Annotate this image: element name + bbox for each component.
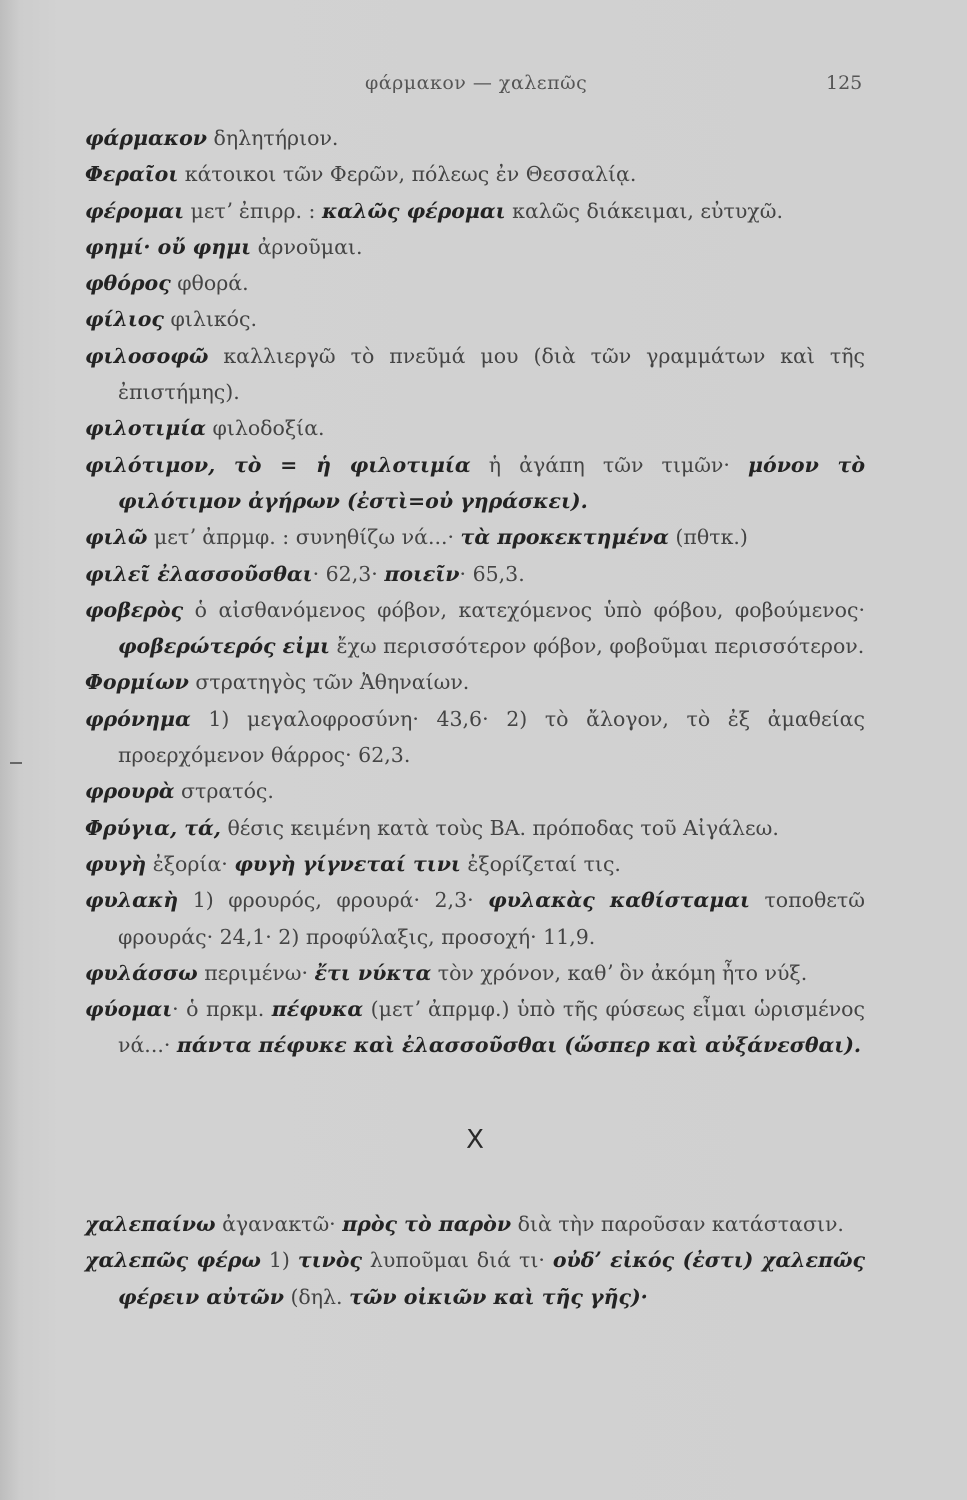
dictionary-entry	[85, 664, 865, 700]
entry-definition: μετʼ ἐπιρρ. :	[184, 198, 322, 223]
dictionary-entry	[85, 156, 865, 192]
entry-headword: φιλοτιμία	[85, 416, 206, 441]
entry-headword: φάρμακον	[85, 126, 207, 150]
dictionary-entry	[85, 882, 865, 955]
dictionary-entry	[85, 265, 865, 301]
dictionary-entry	[85, 1242, 865, 1315]
entry-headword: χαλεπῶς φέρω	[85, 1248, 261, 1273]
entry-definition: περιμένω·	[197, 960, 315, 985]
dictionary-entry	[85, 955, 865, 991]
entry-definition: ἡ ἀγάπη τῶν τιμῶν·	[470, 452, 749, 477]
dictionary-entry	[85, 338, 865, 411]
entry-definition: 1) μεγαλοφροσύνη· 43,6· 2) τὸ ἄλογον, τὸ ἐξ ἀμαθείας προερχόμενον θάρρος· 62,3.	[118, 706, 865, 768]
entry-headword: φύομαι	[85, 997, 173, 1022]
entry-definition: 1)	[260, 1248, 298, 1273]
entry-headword: φυλάσσω	[85, 960, 198, 985]
dictionary-entry	[85, 991, 865, 1064]
entry-definition: · 65,3.	[459, 561, 525, 586]
entry-headword: πάντα πέφυκε καὶ ἐλασσοῦσθαι (ὥσπερ καὶ αὐξάνεσθαι).	[176, 1033, 862, 1058]
entry-definition: ἔχω περισσότερον φόβον, φοβοῦμαι περισσότερον.	[329, 634, 865, 659]
entry-definition: ἀγανακτῶ·	[215, 1212, 343, 1237]
entry-headword: ποιεῖν	[384, 561, 460, 586]
entry-headword: πέφυκα	[271, 997, 364, 1022]
entry-definition: φιλικός.	[163, 307, 258, 332]
entry-definition: (πθτκ.)	[668, 525, 748, 550]
dictionary-entry	[85, 773, 865, 809]
dictionary-entry	[85, 120, 865, 156]
entry-headword: ἔτι νύκτα	[314, 960, 432, 985]
entry-definition: λυποῦμαι διά τι·	[361, 1248, 553, 1273]
entry-headword: φοβερὸς	[85, 597, 184, 622]
dictionary-entry	[85, 1206, 865, 1242]
entry-definition: (δηλ.	[283, 1284, 350, 1309]
entry-headword: φρόνημα	[85, 706, 191, 731]
entry-definition: (μετʼ ἀπρμφ.) ὑπὸ τῆς φύσεως εἶμαι ὡρισμένος νά...·	[118, 997, 866, 1058]
entry-headword: Φρύγια, τά,	[85, 815, 221, 840]
section-phi	[85, 120, 865, 1064]
page-number: 125	[826, 72, 863, 94]
dictionary-entry	[85, 519, 865, 555]
entry-headword: φιλότιμον, τὸ = ἡ φιλοτιμία	[85, 452, 471, 477]
entry-definition: τοποθετῶ φρουράς· 24,1· 2) προφύλαξις, προσοχή· 11,9.	[118, 888, 865, 949]
dictionary-entry	[85, 410, 865, 446]
entry-definition: καλῶς διάκειμαι, εὐτυχῶ.	[505, 198, 783, 223]
entry-headword: φθόρος	[85, 271, 171, 296]
entry-headword: τῶν οἰκιῶν καὶ τῆς γῆς)·	[349, 1284, 648, 1309]
entry-headword: φρουρὰ	[85, 779, 175, 804]
entry-headword: Φεραῖοι	[85, 162, 179, 187]
entry-headword: φιλεῖ ἐλασσοῦσθαι	[85, 561, 313, 586]
entry-headword: φίλιος	[85, 307, 164, 332]
entry-definition: στρατός.	[174, 779, 274, 804]
entry-headword: φοβερώτερός εἰμι	[118, 634, 330, 659]
entry-definition: καλλιεργῶ τὸ πνεῦμά μου (διὰ τῶν γραμμάτων καὶ τῆς ἐπιστήμης).	[118, 343, 865, 405]
dictionary-entry	[85, 810, 865, 846]
dictionary-entry	[85, 701, 865, 774]
entry-definition: ἐξορίζεταί τις.	[460, 851, 621, 876]
entry-headword: μόνον τὸ φιλότιμον ἀγήρων (ἐστὶ=οὐ γηράσκει).	[118, 452, 865, 513]
entry-definition: κάτοικοι τῶν Φερῶν, πόλεως ἐν Θεσσαλίᾳ.	[178, 162, 637, 187]
entry-definition: φιλοδοξία.	[205, 416, 325, 441]
entry-headword: φυλακὰς καθίσταμαι	[488, 888, 750, 913]
entry-headword: φυλακὴ	[85, 888, 179, 913]
entry-definition: τὸν χρόνον, καθʼ ὃν ἀκόμη ἦτο νύξ.	[431, 960, 808, 985]
entry-definition: θέσις κειμένη κατὰ τοὺς ΒΑ. πρόποδας τοῦ Αἰγάλεω.	[220, 815, 779, 840]
page-header	[0, 72, 967, 102]
entry-definition: στρατηγὸς τῶν Ἀθηναίων.	[188, 670, 470, 695]
dictionary-entry	[85, 301, 865, 337]
margin-mark	[10, 762, 22, 764]
section-chi	[85, 1206, 865, 1315]
section-letter: Χ	[466, 1124, 484, 1155]
entry-definition: ὁ αἰσθανόμενος φόβον, κατεχόμενος ὑπὸ φόβου, φοβούμενος·	[183, 597, 865, 622]
entry-headword: φέρομαι	[85, 198, 185, 223]
entry-definition: ἐξορία·	[146, 851, 235, 876]
entry-definition: μετʼ ἀπρμφ. : συνηθίζω νά...·	[147, 525, 461, 550]
dictionary-entry	[85, 846, 865, 882]
entry-headword: φιλοσοφῶ	[85, 343, 209, 368]
entry-definition: · ὁ πρκμ.	[172, 997, 272, 1022]
entry-headword: πρὸς τὸ παρὸν	[342, 1212, 512, 1237]
dictionary-entry	[85, 193, 865, 229]
entry-definition: διὰ τὴν παροῦσαν κατάστασιν.	[511, 1212, 844, 1237]
dictionary-entry	[85, 447, 865, 520]
dictionary-entry	[85, 229, 865, 265]
dictionary-entry	[85, 556, 865, 592]
entry-headword: τινὸς	[297, 1248, 362, 1273]
entry-headword: καλῶς φέρομαι	[321, 198, 506, 223]
entry-definition: δηλητήριον.	[207, 126, 339, 150]
entries-list	[85, 120, 865, 1315]
entry-headword: χαλεπαίνω	[85, 1212, 216, 1237]
entry-headword: Φορμίων	[85, 670, 189, 695]
entry-headword: τὰ προκεκτημένα	[460, 525, 669, 550]
running-title: φάρμακον — χαλεπῶς	[365, 72, 588, 94]
entry-headword: φυγὴ	[85, 851, 147, 876]
entry-headword: φημί· οὔ φημι	[85, 234, 252, 259]
dictionary-entry	[85, 592, 865, 665]
entry-definition: ἀρνοῦμαι.	[251, 234, 363, 259]
entry-headword: φυγὴ γίγνεταί τινι	[234, 851, 461, 876]
entry-headword: φιλῶ	[85, 525, 148, 550]
entry-headword: οὐδʼ εἰκός (ἐστι) χαλεπῶς φέρειν αὐτῶν	[118, 1248, 866, 1309]
entry-definition: 1) φρουρός, φρουρά· 2,3·	[178, 888, 489, 913]
entry-definition: φθορά.	[170, 271, 249, 296]
entry-definition: · 62,3·	[312, 561, 385, 586]
